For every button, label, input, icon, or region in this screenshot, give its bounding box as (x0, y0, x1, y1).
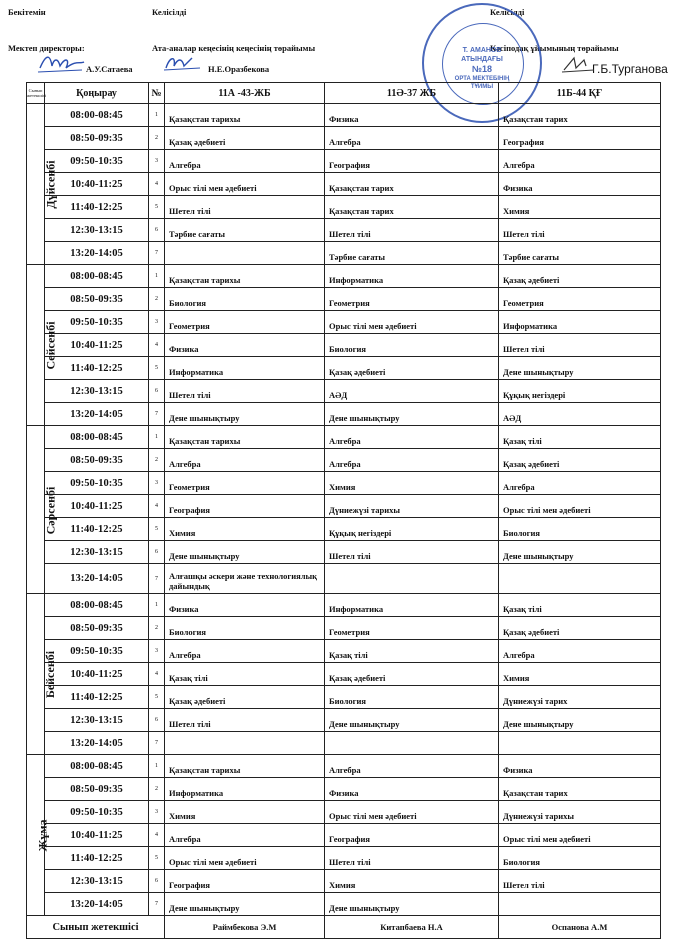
lesson-row (27, 801, 661, 824)
class-teachers-row (27, 916, 661, 939)
subject-cell: Геометрия (325, 617, 499, 640)
table-header-row (27, 83, 661, 104)
subject-cell: АӘД (325, 380, 499, 403)
subject-cell: География (165, 870, 325, 893)
lesson-row (27, 265, 661, 288)
lesson-row (27, 219, 661, 242)
lesson-time: 12:30-13:15 (45, 219, 149, 242)
subject-cell (165, 242, 325, 265)
lesson-time: 11:40-12:25 (45, 196, 149, 219)
approved-label: Бекітемін (8, 7, 46, 17)
subject-cell: Дүниежүзі тарихы (499, 801, 661, 824)
lesson-time: 12:30-13:15 (45, 380, 149, 403)
lesson-row (27, 824, 661, 847)
subject-cell: Дене шынықтыру (165, 403, 325, 426)
subject-cell: Қазақстан тарих (499, 778, 661, 801)
subject-cell: Дене шынықтыру (165, 541, 325, 564)
lesson-row (27, 495, 661, 518)
subject-cell: Қазақ әдебиеті (165, 127, 325, 150)
subject-cell: Шетел тілі (165, 196, 325, 219)
subject-cell: Қазақ тілі (325, 640, 499, 663)
lesson-row (27, 640, 661, 663)
subject-cell: Орыс тілі мен әдебиеті (325, 801, 499, 824)
schedule-table (26, 82, 661, 939)
lesson-number: 2 (149, 127, 165, 150)
day-name (27, 426, 58, 594)
lesson-time: 11:40-12:25 (45, 518, 149, 541)
subject-cell (325, 732, 499, 755)
subject-cell: Информатика (325, 594, 499, 617)
subject-cell: Шетел тілі (499, 334, 661, 357)
subject-cell: Биология (165, 617, 325, 640)
teacher-11ae: Китапбаева Н.А (325, 916, 499, 939)
lesson-row (27, 709, 661, 732)
subject-cell: Орыс тілі мен әдебиеті (499, 824, 661, 847)
subject-cell: География (325, 150, 499, 173)
lesson-number: 6 (149, 870, 165, 893)
lesson-number: 6 (149, 219, 165, 242)
lesson-number: 4 (149, 173, 165, 196)
agreed1-name: Н.Е.Оразбекова (208, 64, 270, 74)
subject-cell: Алгебра (165, 449, 325, 472)
subject-cell: Орыс тілі мен әдебиеті (165, 847, 325, 870)
lesson-time: 08:00-08:45 (45, 104, 149, 127)
subject-cell: Дене шынықтыру (499, 541, 661, 564)
lesson-time: 13:20-14:05 (45, 564, 149, 594)
lesson-number: 4 (149, 495, 165, 518)
day-label: Жұма (35, 819, 50, 852)
lesson-time: 08:50-09:35 (45, 449, 149, 472)
agreed1-label: Келісілді (152, 7, 187, 17)
lesson-number: 6 (149, 541, 165, 564)
lesson-number: 1 (149, 104, 165, 127)
subject-cell: Алгебра (499, 150, 661, 173)
lesson-row (27, 127, 661, 150)
lesson-number: 5 (149, 518, 165, 541)
subject-cell: Қазақ әдебиеті (499, 449, 661, 472)
lesson-row (27, 564, 661, 594)
lesson-row (27, 617, 661, 640)
subject-cell: География (325, 824, 499, 847)
class-11a-header: 11А -43-ЖБ (165, 83, 325, 104)
lesson-number: 2 (149, 449, 165, 472)
subject-cell: Қазақ әдебиеті (499, 265, 661, 288)
lesson-row (27, 686, 661, 709)
subject-cell: Информатика (165, 357, 325, 380)
lesson-row (27, 755, 661, 778)
lesson-number: 4 (149, 663, 165, 686)
lesson-time: 11:40-12:25 (45, 357, 149, 380)
lesson-row (27, 173, 661, 196)
lesson-time: 10:40-11:25 (45, 334, 149, 357)
lesson-time: 11:40-12:25 (45, 847, 149, 870)
lesson-time: 13:20-14:05 (45, 893, 149, 916)
lesson-time: 13:20-14:05 (45, 403, 149, 426)
lesson-number: 6 (149, 380, 165, 403)
subject-cell: География (165, 495, 325, 518)
class-11ae-header: 11Ә-37 ЖБ (325, 83, 499, 104)
lesson-time: 09:50-10:35 (45, 472, 149, 495)
subject-cell: Шетел тілі (165, 709, 325, 732)
lesson-number: 7 (149, 242, 165, 265)
lesson-row (27, 196, 661, 219)
lesson-number: 2 (149, 617, 165, 640)
subject-cell: Қазақ тілі (499, 594, 661, 617)
agreed2-label: Келісілді (490, 7, 525, 17)
subject-cell: Геометрия (499, 288, 661, 311)
lesson-number: 3 (149, 311, 165, 334)
teacher-11b: Оспанова А.М (499, 916, 661, 939)
subject-cell: Қазақстан тарих (499, 104, 661, 127)
day-label: Бейсенбі (43, 650, 58, 699)
lesson-time: 09:50-10:35 (45, 801, 149, 824)
lesson-row (27, 847, 661, 870)
lesson-row (27, 778, 661, 801)
subject-cell: Шетел тілі (499, 219, 661, 242)
lesson-number: 5 (149, 196, 165, 219)
lesson-row (27, 380, 661, 403)
approved-title: Мектеп директоры: (8, 43, 85, 53)
subject-cell: Алгебра (325, 127, 499, 150)
subject-cell: Алгебра (499, 640, 661, 663)
subject-cell: Дене шынықтыру (165, 893, 325, 916)
subject-cell (165, 732, 325, 755)
lesson-number: 5 (149, 686, 165, 709)
subject-cell: Физика (325, 104, 499, 127)
lesson-row (27, 449, 661, 472)
subject-cell (499, 564, 661, 594)
lesson-number: 6 (149, 709, 165, 732)
class-11b-header: 11Б-44 ҚҒ (499, 83, 661, 104)
lesson-time: 10:40-11:25 (45, 173, 149, 196)
subject-cell: Алгебра (165, 640, 325, 663)
lesson-time: 09:50-10:35 (45, 150, 149, 173)
lesson-time: 08:00-08:45 (45, 755, 149, 778)
subject-cell: АӘД (499, 403, 661, 426)
subject-cell: Құқық негіздері (499, 380, 661, 403)
subject-cell: Информатика (325, 265, 499, 288)
lesson-time: 12:30-13:15 (45, 870, 149, 893)
lesson-time: 08:50-09:35 (45, 288, 149, 311)
day-name (27, 104, 58, 265)
subject-cell: Шетел тілі (325, 219, 499, 242)
lesson-number: 4 (149, 824, 165, 847)
lesson-row (27, 403, 661, 426)
union-signature (560, 52, 596, 76)
subject-cell: Дүниежүзі тарих (499, 686, 661, 709)
lesson-number: 5 (149, 847, 165, 870)
lesson-time: 08:50-09:35 (45, 127, 149, 150)
lesson-row (27, 426, 661, 449)
subject-cell: Шетел тілі (325, 847, 499, 870)
lesson-row (27, 663, 661, 686)
subject-cell: Қазақстан тарих (325, 196, 499, 219)
subject-cell: Шетел тілі (325, 541, 499, 564)
subject-cell: Дене шынықтыру (325, 893, 499, 916)
subject-cell: Биология (165, 288, 325, 311)
lesson-time: 08:00-08:45 (45, 426, 149, 449)
subject-cell: Химия (499, 196, 661, 219)
subject-cell: Алгебра (165, 150, 325, 173)
lesson-time: 08:00-08:45 (45, 594, 149, 617)
subject-cell: Қазақ тілі (499, 426, 661, 449)
subject-cell: Қазақстан тарихы (165, 265, 325, 288)
lesson-time: 11:40-12:25 (45, 686, 149, 709)
lesson-time: 10:40-11:25 (45, 663, 149, 686)
subject-cell: Алгебра (165, 824, 325, 847)
subject-cell: Химия (325, 472, 499, 495)
class-teacher-label: Сынып жетекшісі (27, 916, 165, 939)
lesson-number: 7 (149, 732, 165, 755)
subject-cell: Дене шынықтыру (325, 403, 499, 426)
lesson-row (27, 357, 661, 380)
subject-cell: Информатика (165, 778, 325, 801)
lesson-number: 3 (149, 640, 165, 663)
lesson-time: 10:40-11:25 (45, 824, 149, 847)
day-name (27, 755, 50, 916)
lesson-row (27, 594, 661, 617)
lesson-number: 2 (149, 778, 165, 801)
lesson-number: 1 (149, 594, 165, 617)
subject-cell: Алгебра (325, 426, 499, 449)
subject-cell: Алгебра (325, 755, 499, 778)
subject-cell: Тәрбие сағаты (499, 242, 661, 265)
subject-cell: Орыс тілі мен әдебиеті (165, 173, 325, 196)
time-column-header: Қоңырау (45, 83, 149, 104)
lesson-time: 12:30-13:15 (45, 709, 149, 732)
subject-cell: Қазақ тілі (165, 663, 325, 686)
subject-cell: Физика (165, 334, 325, 357)
subject-cell: Шетел тілі (499, 870, 661, 893)
subject-cell: Тәрбие сағаты (325, 242, 499, 265)
subject-cell: Физика (325, 778, 499, 801)
director-signature (36, 50, 86, 76)
agreed1-title: Ата-аналар кеңесінің кеңесінің төрайымы (152, 43, 316, 53)
subject-cell: Биология (499, 518, 661, 541)
subject-cell (499, 893, 661, 916)
school-stamp: Т. АМАНОВ АТЫНДАҒЫ №18 ОРТА МЕКТЕБІНІҢ ТҰЙМЫ (422, 3, 542, 123)
lesson-number: 7 (149, 403, 165, 426)
lesson-time: 12:30-13:15 (45, 541, 149, 564)
subject-cell: Алгебра (325, 449, 499, 472)
subject-cell: Қазақстан тарихы (165, 755, 325, 778)
subject-cell: Қазақстан тарихы (165, 426, 325, 449)
lesson-time: 10:40-11:25 (45, 495, 149, 518)
subject-cell: Химия (165, 801, 325, 824)
subject-cell: Физика (499, 173, 661, 196)
lesson-row (27, 311, 661, 334)
lesson-number: 3 (149, 801, 165, 824)
subject-cell: Құқық негіздері (325, 518, 499, 541)
lesson-row (27, 870, 661, 893)
agreed2-name: Г.Б.Турганова (592, 62, 668, 76)
lesson-row (27, 518, 661, 541)
subject-cell: Тәрбие сағаты (165, 219, 325, 242)
lesson-number: 1 (149, 265, 165, 288)
lesson-number: 5 (149, 357, 165, 380)
lesson-number: 1 (149, 755, 165, 778)
day-name (27, 265, 58, 426)
lesson-number: 7 (149, 564, 165, 594)
day-label: Дүйсенбі (43, 160, 58, 209)
lesson-row (27, 288, 661, 311)
subject-cell: Алгебра (499, 472, 661, 495)
subject-cell: Қазақ әдебиеті (325, 357, 499, 380)
subject-cell: Қазақ әдебиеті (325, 663, 499, 686)
lesson-row (27, 242, 661, 265)
number-column-header: № (149, 83, 165, 104)
teacher-11a: Раймбекова Э.М (165, 916, 325, 939)
lesson-number: 3 (149, 150, 165, 173)
lesson-time: 08:00-08:45 (45, 265, 149, 288)
approved-name: А.У.Сатаева (86, 64, 133, 74)
subject-cell: Дене шынықтыру (499, 357, 661, 380)
lesson-number: 3 (149, 472, 165, 495)
lesson-time: 09:50-10:35 (45, 640, 149, 663)
agreed2-title: Кәсіподақ ұйымының төрайымы (490, 43, 619, 53)
lesson-time: 08:50-09:35 (45, 617, 149, 640)
day-column-header: Сынып жетекшісі (27, 83, 45, 104)
subject-cell: Информатика (499, 311, 661, 334)
subject-cell: Биология (325, 334, 499, 357)
parent-council-signature (162, 52, 202, 76)
lesson-row (27, 334, 661, 357)
lesson-number: 1 (149, 426, 165, 449)
subject-cell: Химия (165, 518, 325, 541)
subject-cell: Дене шынықтыру (325, 709, 499, 732)
subject-cell: Алғашқы әскери және технологиялық дайындық (165, 564, 325, 594)
lesson-number: 2 (149, 288, 165, 311)
subject-cell: Дүниежүзі тарихы (325, 495, 499, 518)
lesson-number: 7 (149, 893, 165, 916)
subject-cell: Геометрия (325, 288, 499, 311)
lesson-time: 09:50-10:35 (45, 311, 149, 334)
subject-cell: Қазақстан тарих (325, 173, 499, 196)
lesson-number: 4 (149, 334, 165, 357)
subject-cell (325, 564, 499, 594)
subject-cell (499, 732, 661, 755)
lesson-time: 13:20-14:05 (45, 242, 149, 265)
lesson-row (27, 150, 661, 173)
lesson-row (27, 541, 661, 564)
subject-cell: Химия (325, 870, 499, 893)
lesson-row (27, 472, 661, 495)
lesson-row (27, 893, 661, 916)
lesson-time: 13:20-14:05 (45, 732, 149, 755)
subject-cell: Қазақстан тарихы (165, 104, 325, 127)
subject-cell: Шетел тілі (165, 380, 325, 403)
day-name (27, 594, 58, 755)
subject-cell: Физика (165, 594, 325, 617)
lesson-row (27, 104, 661, 127)
subject-cell: Геометрия (165, 472, 325, 495)
day-label: Сәрсенбі (43, 486, 58, 534)
lesson-row (27, 732, 661, 755)
subject-cell: Орыс тілі мен әдебиеті (325, 311, 499, 334)
lesson-time: 08:50-09:35 (45, 778, 149, 801)
subject-cell: Дене шынықтыру (499, 709, 661, 732)
subject-cell: Геометрия (165, 311, 325, 334)
subject-cell: Физика (499, 755, 661, 778)
subject-cell: Биология (325, 686, 499, 709)
subject-cell: Химия (499, 663, 661, 686)
subject-cell: Биология (499, 847, 661, 870)
day-label: Сейсенбі (43, 321, 58, 370)
subject-cell: Қазақ әдебиеті (165, 686, 325, 709)
subject-cell: География (499, 127, 661, 150)
subject-cell: Қазақ әдебиеті (499, 617, 661, 640)
subject-cell: Орыс тілі мен әдебиеті (499, 495, 661, 518)
